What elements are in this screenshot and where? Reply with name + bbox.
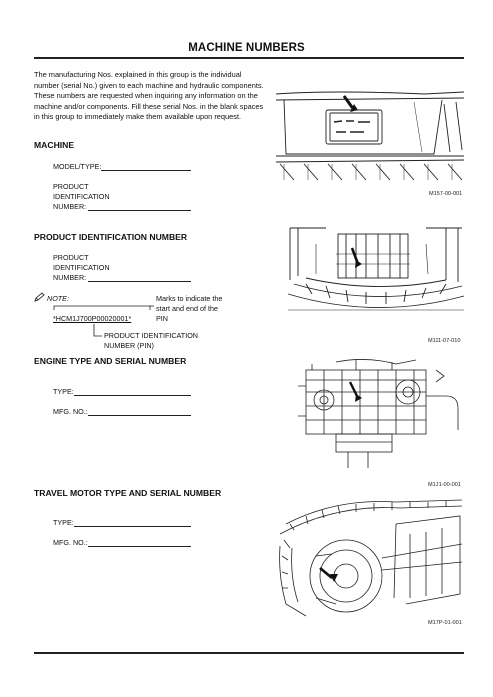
engine-type-label: TYPE: [53,387,74,396]
pin-label-2: IDENTIFICATION [53,263,110,272]
travel-type-field[interactable] [74,526,191,527]
engine-mfg-field[interactable] [88,415,191,416]
pin-location-figure [286,224,466,334]
travel-type-label: TYPE: [53,518,74,527]
travel-mfg-label: MFG. NO.: [53,538,88,547]
example-caption-2: NUMBER (PIN) [104,341,154,350]
machine-pin-label-3: NUMBER: [53,202,87,211]
marks-note-2: start and end of the [156,304,218,313]
pin-label-1: PRODUCT [53,253,89,262]
model-type-field[interactable] [101,170,191,171]
page-title: MACHINE NUMBERS [188,42,305,54]
figure-3-caption: M1J1-00-001 [428,482,461,488]
figure-4-caption: M17P-01-001 [428,620,462,626]
marks-note-3: PIN [156,314,168,323]
pencil-icon [34,292,46,302]
figure-1-caption: M157-00-001 [429,191,463,197]
engine-heading: ENGINE TYPE AND SERIAL NUMBER [34,356,187,366]
figure-2-caption: M111-07-010 [428,338,461,344]
bottom-rule [34,652,464,654]
example-pin: *HCM1J700P00020001* [53,314,132,323]
machine-pin-label-1: PRODUCT [53,182,89,191]
machine-pin-field[interactable] [88,210,191,211]
title-rule [34,57,464,59]
machine-pin-label-2: IDENTIFICATION [53,192,110,201]
machine-heading: MACHINE [34,140,75,150]
machine-plate-figure [274,88,466,188]
pin-heading: PRODUCT IDENTIFICATION NUMBER [34,232,188,242]
travel-mfg-field[interactable] [88,546,191,547]
pin-label-3: NUMBER: [53,273,87,282]
marks-note-1: Marks to indicate the [156,294,223,303]
pin-field[interactable] [88,281,191,282]
engine-figure [296,356,466,476]
travel-motor-figure [276,494,466,618]
engine-mfg-label: MFG. NO.: [53,407,88,416]
model-type-label: MODEL/TYPE: [53,162,102,171]
note-label: NOTE: [47,294,69,303]
travel-motor-heading: TRAVEL MOTOR TYPE AND SERIAL NUMBER [34,488,222,498]
example-caption-1: PRODUCT IDENTIFICATION [104,331,198,340]
intro-paragraph: The manufacturing Nos. explained in this group is the individual number (serial No.) given to each machine and hydraulic components. These numbers are requested when inquiring any information on the machine and/or components. Fill these serial Nos. in the blank spaces in this group to immediately make them available upon request. [34,70,264,122]
engine-type-field[interactable] [74,395,191,396]
